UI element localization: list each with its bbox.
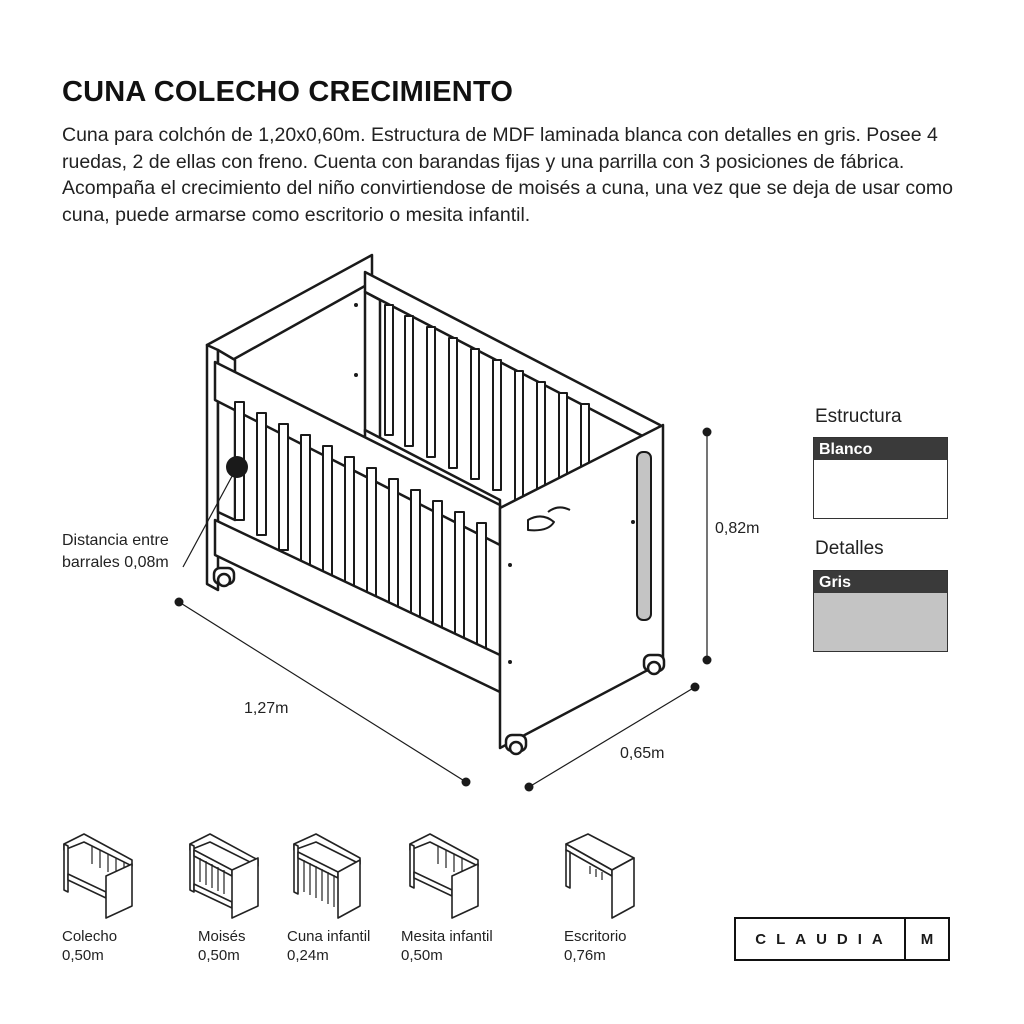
- variant-colecho: [62, 830, 142, 964]
- structure-color-name: Blanco: [814, 438, 947, 460]
- details-color-name: Gris: [814, 571, 947, 593]
- variant-name: Moisés: [198, 928, 246, 945]
- variant-value: 0,50m: [198, 947, 240, 964]
- structure-color-sample: [814, 460, 947, 518]
- depth-dimension: 0,65m: [620, 745, 665, 762]
- variant-escritorio: [562, 830, 638, 964]
- variant-name: Mesita infantil: [401, 928, 493, 945]
- colecho-thumbnail: [62, 830, 142, 922]
- variant-value: 0,50m: [401, 947, 443, 964]
- variant-name: Cuna infantil: [287, 928, 371, 945]
- structure-swatch: [813, 437, 948, 519]
- annotation-line-2: barrales 0,08m: [62, 554, 169, 571]
- details-swatch: [813, 570, 948, 652]
- brand-size: M: [920, 930, 934, 948]
- details-color-sample: [814, 593, 947, 651]
- cuna-infantil-thumbnail: [290, 830, 366, 922]
- variant-value: 0,76m: [564, 947, 606, 964]
- length-dimension: 1,27m: [244, 700, 289, 717]
- variant-name: Escritorio: [564, 928, 627, 945]
- page-title: CUNA COLECHO CRECIMIENTO: [62, 76, 514, 108]
- escritorio-thumbnail: [562, 830, 638, 922]
- product-description: Cuna para colchón de 1,20x0,60m. Estructura de MDF laminada blanca con detalles en gris. Posee 4 ruedas, 2 de ellas con freno. Cuenta con barandas fijas y una parrilla con 3 posiciones de fábrica. Acompaña el crecimiento del niño convirtiendose de moisés a cuna, una vez que se deja de usar como cuna, puede armarse como escritorio o mesita infantil.: [62, 124, 954, 226]
- structure-title: Estructura: [815, 406, 902, 427]
- variant-cuna-infantil: [287, 830, 371, 964]
- variant-mesita-infantil: [401, 830, 493, 964]
- brand-box: [734, 917, 950, 961]
- height-dimension: 0,82m: [715, 520, 760, 537]
- mesita-infantil-thumbnail: [408, 830, 488, 922]
- annotation-line-1: Distancia entre: [62, 532, 169, 549]
- brand-name: CLAUDIA: [736, 919, 906, 959]
- moises-thumbnail: [188, 830, 264, 922]
- bar-spacing-annotation: [62, 530, 169, 574]
- variant-value: 0,50m: [62, 947, 104, 964]
- variant-name: Colecho: [62, 928, 118, 945]
- details-title: Detalles: [815, 538, 884, 559]
- variant-value: 0,24m: [287, 947, 329, 964]
- variant-moises: [188, 830, 264, 964]
